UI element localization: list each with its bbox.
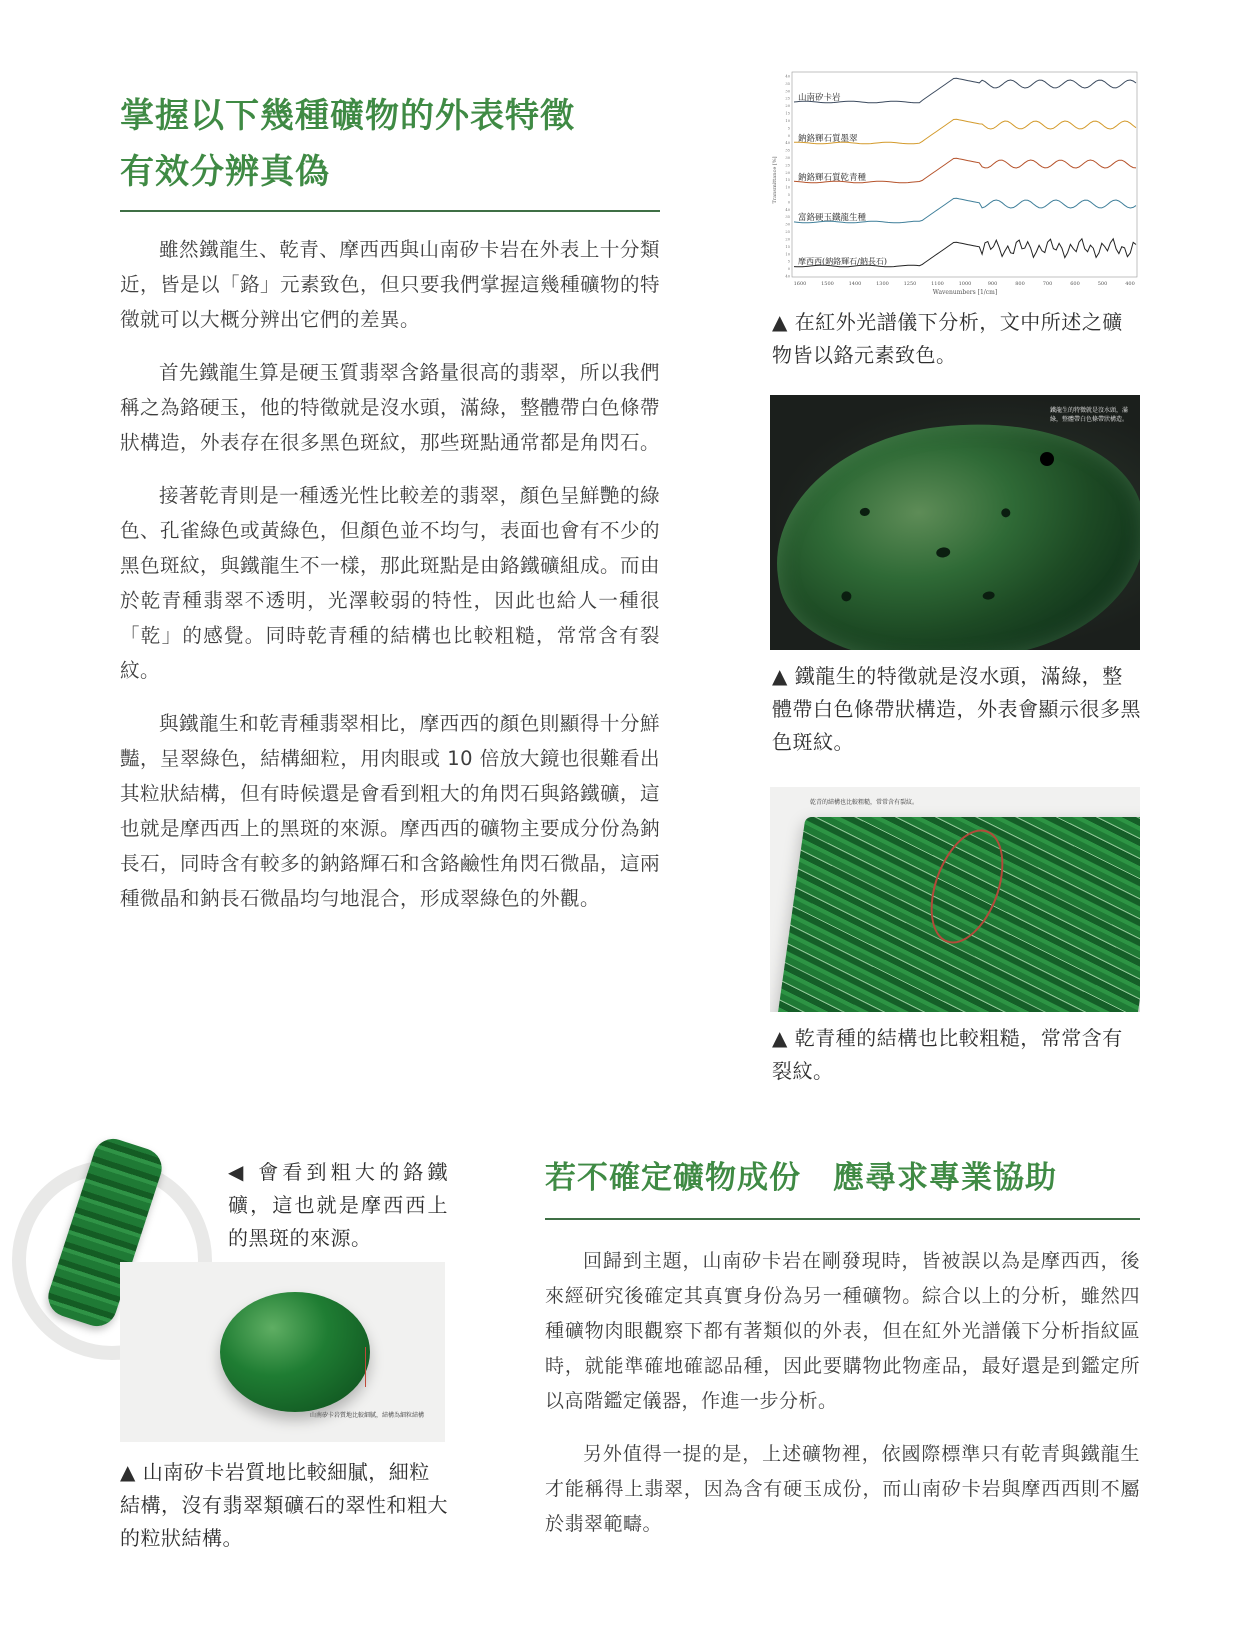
- y-tick-label: 0: [787, 133, 790, 138]
- photo-ganqing: [770, 787, 1140, 1012]
- y-tick-label: 10: [785, 185, 790, 190]
- y-tick-label: 40: [785, 207, 790, 212]
- section-body: [545, 1244, 1140, 1560]
- paragraph-moxixi: 與鐵龍生和乾青種翡翠相比，摩西西的顏色則顯得十分鮮豔，呈翠綠色，結構細粒，用肉眼或 10 倍放大鏡也很難看出其粒狀結構，但有時候還是會看到粗大的角閃石與鉻鐵礦，這也就是摩西西上的黑斑的來源。摩西西的礦物主要成分份為鈉長石，同時含有較多的鈉鉻輝石和含鉻鹼性角閃石微晶，這兩種微晶和鈉長石微晶均勻地混合，形成翠綠色的外觀。: [120, 712, 661, 910]
- page-title: [120, 88, 680, 200]
- ir-spectrum-figure: [770, 70, 1140, 295]
- caption-ganqing: ▲ 乾青種的結構也比較粗糙，常常含有裂紋。: [772, 1026, 1123, 1083]
- y-tick-label: 0: [787, 267, 790, 272]
- y-tick-label: 35: [785, 81, 790, 86]
- x-tick-label: 900: [987, 281, 998, 287]
- spectrum-series-label: 山南矽卡岩: [798, 93, 841, 103]
- x-tick-label: 600: [1070, 281, 1080, 287]
- caption-tielongsheng: ▲ 鐵龍生的特徵就是沒水頭，滿綠，整體帶白色條帶狀構造，外表會顯示很多黑色斑紋。: [772, 664, 1141, 754]
- paragraph-intro: 雖然鐵龍生、乾青、摩西西與山南矽卡岩在外表上十分類近，皆是以「鉻」元素致色，但只要我們掌握這幾種礦物的特徵就可以大概分辨出它們的差異。: [120, 238, 661, 331]
- x-tick-label: 1250: [903, 281, 917, 287]
- paragraph-standard: 另外值得一提的是，上述礦物裡，依國際標準只有乾青與鐵龍生才能稱得上翡翠，因為含有硬玉成份，而山南矽卡岩與摩西西則不屬於翡翠範疇。: [545, 1443, 1140, 1535]
- photo-tielongsheng: [770, 395, 1140, 650]
- ir-spectrum-chart: [770, 70, 1140, 295]
- pointer-line: [365, 1347, 366, 1387]
- y-tick-label: 20: [785, 104, 790, 109]
- photo-note-tielongsheng: 鐵龍生的特徵就是沒水頭，滿綠，整體帶白色條帶狀構造。: [1050, 407, 1129, 423]
- paragraph-conclusion: 回歸到主題，山南矽卡岩在剛發現時，皆被誤以為是摩西西，後來經研究後確定其真實身份為另一種礦物。綜合以上的分析，雖然四種礦物肉眼觀察下都有著類似的外表，但在紅外光譜儀下分析指紋區時，就能準確地確認品種，因此要購物此物產品，最好還是到鑑定所以高階鑑定儀器，作進一步分析。: [545, 1250, 1140, 1412]
- x-axis-title: Wavenumbers [1/cm]: [932, 289, 998, 295]
- photo-note-shannan: 山南矽卡岩質地比較細膩，結構為細粒結構: [310, 1412, 425, 1419]
- y-tick-label: 35: [785, 148, 790, 153]
- tielongsheng-stone: [770, 400, 1140, 650]
- y-tick-label: 20: [785, 237, 790, 242]
- title-line-1: 掌握以下幾種礦物的外表特徵: [120, 96, 575, 136]
- y-tick-label: 5: [787, 193, 790, 198]
- paragraph-ganqing: 接著乾青則是一種透光性比較差的翡翠，顏色呈鮮艷的綠色、孔雀綠色或黃綠色，但顏色並不均勻，表面也會有不少的黑色斑紋，與鐵龍生不一樣，那此斑點是由鉻鐵礦組成。而由於乾青種翡翠不透明，光澤較弱的特性，因此也給人一種很「乾」的感覺。同時乾青種的結構也比較粗糙，常常含有裂紋。: [120, 484, 661, 682]
- x-tick-label: 500: [1097, 281, 1108, 287]
- marker-dot: [1040, 452, 1054, 466]
- section-divider: [545, 1218, 1140, 1220]
- section-title-professional-help: 若不確定礦物成份 應尋求專業協助: [545, 1160, 1057, 1196]
- x-tick-label: 800: [1015, 281, 1025, 287]
- title-line-2: 有效分辨真偽: [120, 152, 330, 192]
- photo-note-ganqing: 乾青的結構也比較粗糙，常常含有裂紋。: [810, 799, 919, 806]
- y-tick-label: 20: [785, 170, 790, 175]
- y-tick-label: 25: [785, 96, 790, 101]
- y-tick-label: 35: [785, 215, 790, 220]
- caption-moxixi: ◀ 會看到粗大的鉻鐵礦，這也就是摩西西上的黑斑的來源。: [228, 1160, 448, 1250]
- shannan-cabochon: [220, 1292, 370, 1412]
- y-tick-label: 10: [785, 252, 790, 257]
- y-tick-label: 30: [785, 155, 790, 160]
- x-tick-label: 1000: [958, 281, 972, 287]
- x-tick-label: 1600: [793, 281, 807, 287]
- x-tick-label: 400: [1125, 281, 1135, 287]
- caption-spectrum: ▲ 在紅外光譜儀下分析，文中所述之礦物皆以鉻元素致色。: [772, 310, 1123, 367]
- title-divider: [120, 210, 660, 212]
- x-tick-label: 1100: [931, 281, 944, 287]
- spectrum-series-label: 富鉻硬玉鐵龍生種: [798, 213, 867, 223]
- y-tick-label: 0: [787, 200, 790, 205]
- photo-shannan: [120, 1262, 445, 1442]
- spectrum-series-label: 鈉鉻輝石質乾青種: [798, 173, 867, 183]
- x-tick-label: 1500: [821, 281, 834, 287]
- y-tick-label: 5: [787, 126, 790, 131]
- x-tick-label: 700: [1042, 281, 1053, 287]
- y-tick-label: 25: [785, 163, 790, 168]
- y-tick-label: 30: [785, 222, 790, 227]
- y-tick-label: 40: [785, 274, 790, 279]
- y-tick-label: 40: [785, 141, 790, 146]
- y-tick-label: 40: [785, 74, 790, 79]
- y-tick-label: 10: [785, 118, 790, 123]
- article-body: [120, 232, 660, 934]
- y-tick-label: 25: [785, 230, 790, 235]
- y-tick-label: 5: [787, 259, 790, 264]
- y-tick-label: 30: [785, 89, 790, 94]
- x-tick-label: 1300: [876, 281, 889, 287]
- x-tick-label: 1400: [848, 281, 862, 287]
- y-axis-title: Transmittance [%]: [772, 156, 778, 204]
- spectrum-series-label: 鈉鉻輝石質墨翠: [798, 134, 858, 144]
- y-tick-label: 15: [785, 244, 790, 249]
- spectrum-series-label: 摩西西(鈉鉻輝石/鈉長石): [798, 257, 887, 266]
- paragraph-tielongsheng: 首先鐵龍生算是硬玉質翡翠含鉻量很高的翡翠，所以我們稱之為鉻硬玉，他的特徵就是沒水頭，滿綠，整體帶白色條帶狀構造，外表存在很多黑色斑紋，那些斑點通常都是角閃石。: [120, 361, 661, 454]
- caption-shannan: ▲ 山南矽卡岩質地比較細膩，細粒結構，沒有翡翠類礦石的翠性和粗大的粒狀結構。: [120, 1460, 448, 1550]
- y-tick-label: 15: [785, 111, 790, 116]
- y-tick-label: 15: [785, 178, 790, 183]
